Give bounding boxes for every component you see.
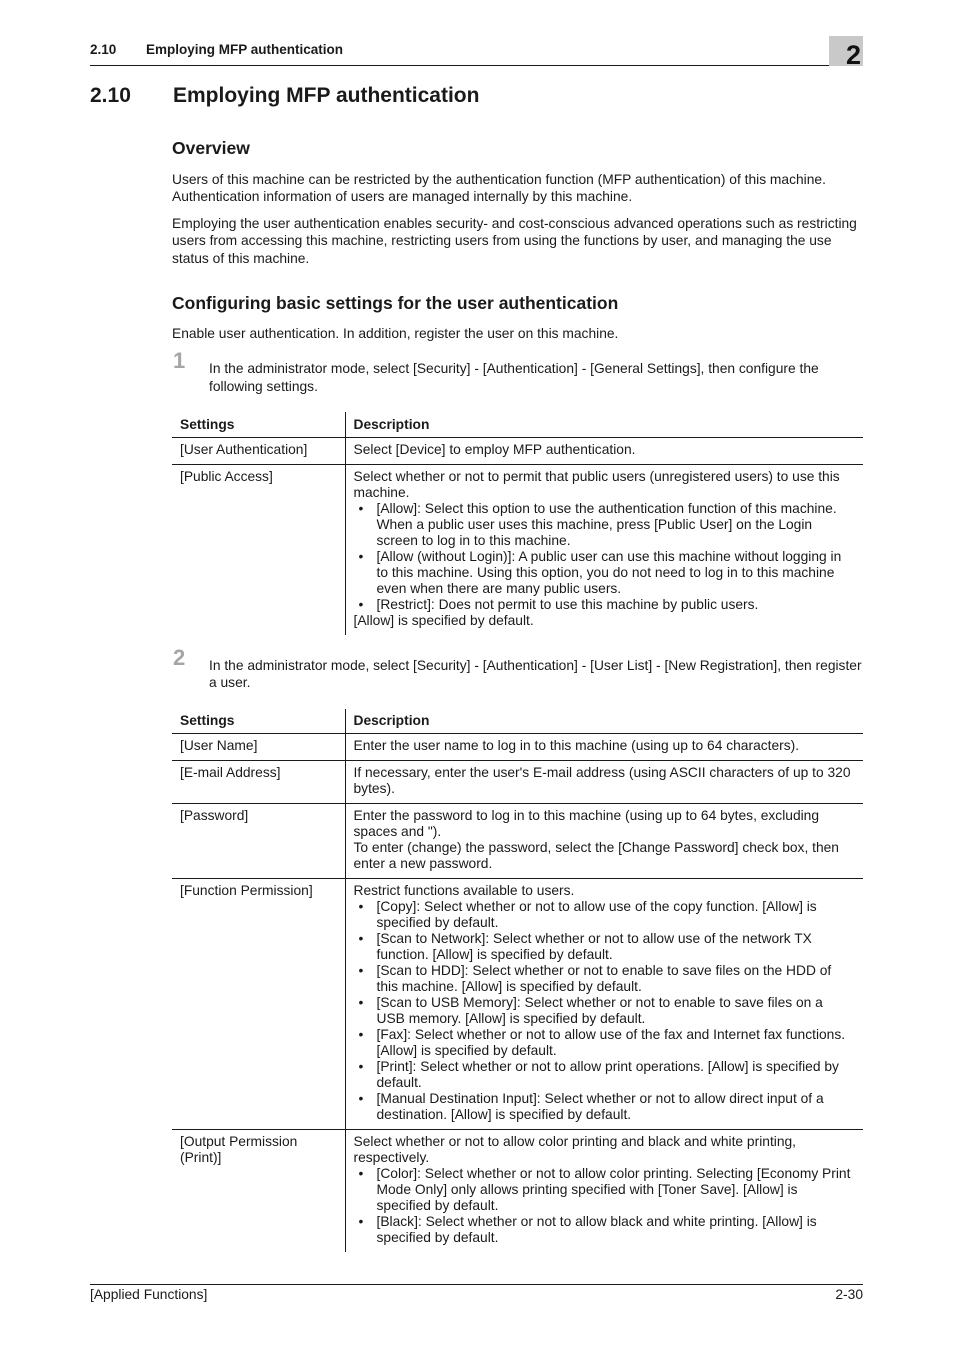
list-item: • [Scan to HDD]: Select whether or not to enable to save files on the HDD of this machine. [Allow] is specified by default. — [354, 963, 856, 995]
overview-heading: Overview — [172, 138, 250, 158]
table-header-row — [172, 709, 863, 734]
setting-description-text: Select whether or not to permit that public users (unregistered users) to use this machine. — [353, 468, 840, 500]
config-intro: Enable user authentication. In addition, register the user on this machine. — [172, 326, 619, 342]
list-item: • [Allow (without Login)]: A public user can use this machine without logging in to this machine. Using this option, you do not need to log in to this machine even when there are many public users. — [354, 549, 856, 597]
list-item: • [Copy]: Select whether or not to allow use of the copy function. [Allow] is specified by default. — [354, 899, 856, 931]
default-note: [Allow] is specified by default. — [353, 612, 534, 628]
setting-name: [Public Access] — [172, 464, 345, 635]
setting-description — [345, 761, 863, 804]
running-header-section-number: 2.10 — [90, 42, 117, 57]
setting-name: [Function Permission] — [172, 879, 345, 1130]
list-item: • [Manual Destination Input]: Select whether or not to allow direct input of a destination. [Allow] is specified by default. — [354, 1091, 856, 1123]
setting-description — [345, 437, 863, 464]
table-header-row — [172, 412, 863, 437]
setting-description — [345, 464, 863, 635]
setting-name: [E-mail Address] — [172, 761, 345, 804]
step-text: In the administrator mode, select [Security] - [Authentication] - [User List] - [New Registration], then register a user. — [209, 657, 862, 691]
setting-description-text: If necessary, enter the user's E-mail address (using ASCII characters of up to 320 bytes). — [353, 765, 851, 797]
table-row — [172, 804, 863, 879]
list-item: • [Fax]: Select whether or not to allow use of the fax and Internet fax functions. [Allow] is specified by default. — [354, 1027, 856, 1059]
step-text: In the administrator mode, select [Security] - [Authentication] - [General Settings], then configure the following settings. — [209, 361, 819, 394]
setting-description-text: Enter the password to log in to this machine (using up to 64 bytes, excluding spaces and "). — [353, 808, 820, 840]
table-row — [172, 734, 863, 761]
running-header — [90, 36, 863, 70]
setting-description — [345, 1130, 863, 1253]
table-header-settings: Settings — [172, 709, 345, 734]
option-list — [354, 501, 856, 613]
step-1 — [172, 348, 863, 395]
footer-manual-name: [Applied Functions] — [90, 1287, 208, 1302]
user-registration-table — [172, 709, 863, 1253]
setting-description — [345, 879, 863, 1130]
table-row — [172, 879, 863, 1130]
running-header-section-title: Employing MFP authentication — [146, 42, 344, 57]
table-row — [172, 464, 863, 635]
page-title-number: 2.10 — [90, 84, 131, 107]
list-item: • [Black]: Select whether or not to allow black and white printing. [Allow] is specified by default. — [354, 1214, 856, 1246]
page-title-text: Employing MFP authentication — [173, 84, 480, 107]
list-item: • [Scan to USB Memory]: Select whether or not to enable to save files on a USB memory. [Allow] is specified by default. — [354, 995, 856, 1027]
config-heading: Configuring basic settings for the user authentication — [172, 293, 619, 314]
table-row — [172, 437, 863, 464]
setting-name: [Output Permission (Print)] — [172, 1130, 345, 1253]
page-title — [90, 84, 479, 108]
running-footer — [90, 1284, 863, 1302]
setting-name: [User Authentication] — [172, 437, 345, 464]
list-item: • [Allow]: Select this option to use the authentication function of this machine. When a public user uses this machine, press [Public User] on the Login screen to log in to this machine. — [354, 501, 856, 549]
setting-description-note: To enter (change) the password, select the [Change Password] check box, then enter a new password. — [353, 840, 839, 872]
setting-description — [345, 734, 863, 761]
list-item: • [Restrict]: Does not permit to use this machine by public users. — [354, 597, 856, 613]
table-header-settings: Settings — [172, 412, 345, 437]
setting-description-text: Select [Device] to employ MFP authentication. — [353, 441, 636, 457]
setting-description-text: Enter the user name to log in to this machine (using up to 64 characters). — [353, 738, 800, 754]
table-header-description: Description — [345, 709, 863, 734]
step-2 — [172, 644, 863, 692]
chapter-tab — [829, 36, 863, 70]
setting-description-text: Select whether or not to allow color printing and black and white printing, respectively. — [353, 1134, 797, 1166]
step-number: 1 — [173, 348, 186, 374]
table-row — [172, 1130, 863, 1253]
table-header-description: Description — [345, 412, 863, 437]
overview-paragraph: Users of this machine can be restricted by the authentication function (MFP authentication) of this machine. Authentication information of users are managed internally by this machine. — [172, 172, 826, 205]
overview-paragraph: Employing the user authentication enables security- and cost-conscious advanced operations such as restricting users from accessing this machine, restricting users from using the functions by user, and managing the use status of this machine. — [172, 215, 857, 266]
running-header-text — [90, 42, 343, 57]
general-settings-table — [172, 412, 863, 635]
main-content — [172, 138, 863, 1252]
list-item: • [Print]: Select whether or not to allow print operations. [Allow] is specified by default. — [354, 1059, 856, 1091]
list-item: • [Scan to Network]: Select whether or not to allow use of the network TX function. [Allow] is specified by default. — [354, 931, 856, 963]
option-list — [354, 1166, 856, 1246]
setting-description — [345, 804, 863, 879]
setting-description-text: Restrict functions available to users. — [353, 883, 575, 899]
list-item: • [Color]: Select whether or not to allow color printing. Selecting [Economy Print Mode Only] only allows printing specified with [Toner Save]. [Allow] is specified by default. — [354, 1166, 856, 1214]
setting-name: [User Name] — [172, 734, 345, 761]
chapter-number: 2 — [845, 40, 861, 70]
option-list — [354, 899, 856, 1123]
setting-name: [Password] — [172, 804, 345, 879]
table-row — [172, 761, 863, 804]
step-number: 2 — [173, 644, 186, 670]
footer-page-number: 2-30 — [835, 1287, 863, 1302]
